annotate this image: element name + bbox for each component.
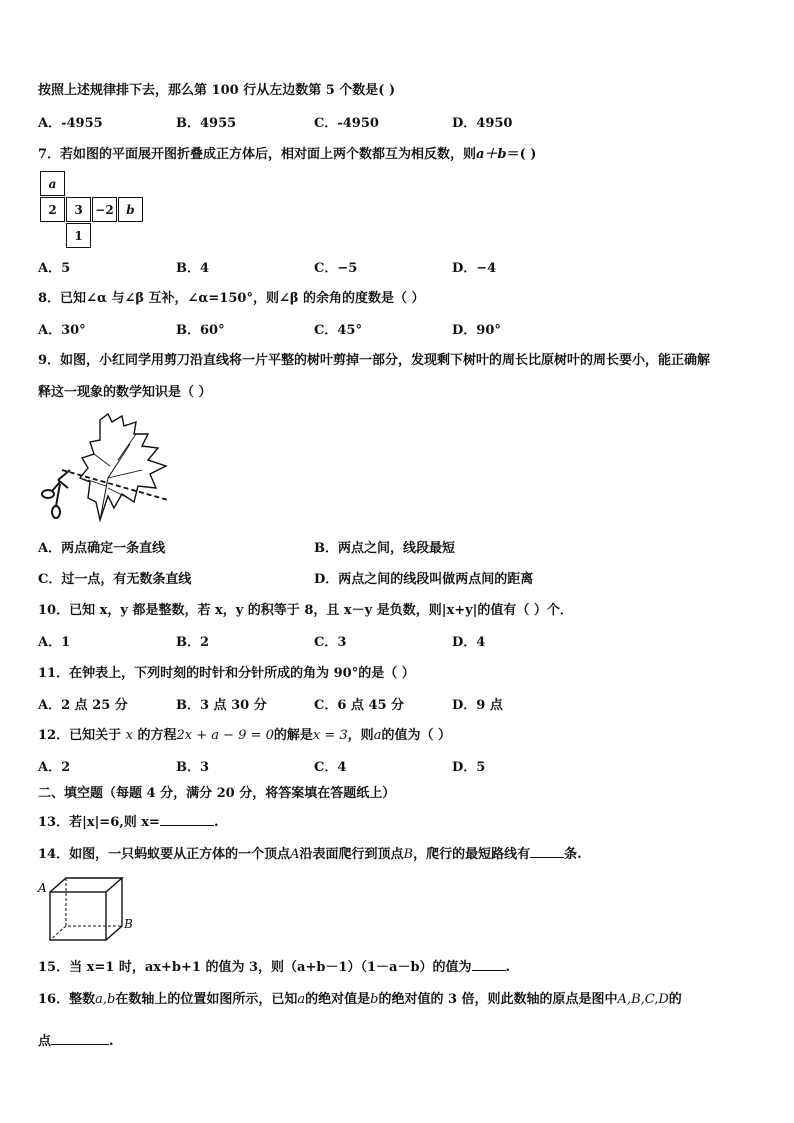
q16-answer-blank: [51, 1030, 109, 1045]
question-12-stem: 12．已知关于 x 的方程2x + a − 9 = 0的解是x = 3，则a的值为（ ）: [38, 728, 451, 743]
question-10-stem: 10．已知 x，y 都是整数，若 x，y 的积等于 8，且 x－y 是负数，则|x+y|的值有（ ）个．: [38, 603, 573, 618]
q10-option-c: C．3: [314, 635, 347, 650]
q7-option-d: D．−4: [452, 261, 497, 276]
question-16-stem-line1: 16．整数a,b在数轴上的位置如图所示，已知a的绝对值是b的绝对值的 3 倍，则此数轴的原点是图中A,B,C,D的: [38, 992, 682, 1007]
q12-option-d: D．5: [452, 760, 486, 775]
net-cell-minus2: −2: [92, 197, 117, 222]
q9-option-c: C．过一点，有无数条直线: [38, 572, 192, 587]
net-cell-b: b: [118, 197, 143, 222]
q10-option-a: A．1: [38, 635, 71, 650]
net-cell-1: 1: [66, 223, 91, 248]
q11-option-a: A．2 点 25 分: [38, 698, 128, 713]
q11-option-c: C．6 点 45 分: [314, 698, 405, 713]
q6-option-a: A．-4955: [38, 116, 103, 131]
q8-option-d: D．90°: [452, 323, 501, 338]
net-cell-2: 2: [40, 197, 65, 222]
q11-option-b: B．3 点 30 分: [176, 698, 267, 713]
q7-option-b: B．4: [176, 261, 210, 276]
cube-vertex-a-label: A: [38, 881, 47, 895]
question-15-stem: 15．当 x=1 时，ax+b+1 的值为 3，则（a+b－1）（1－a－b）的值为 .: [38, 956, 510, 977]
q9-option-d: D．两点之间的线段叫做两点间的距离: [314, 572, 534, 587]
q6-option-c: C．-4950: [314, 116, 379, 131]
question-9-stem-line1: 9．如图，小红同学用剪刀沿直线将一片平整的树叶剪掉一部分，发现剩下树叶的周长比原树叶的周长要小，能正确解: [38, 353, 711, 368]
q12-option-b: B．3: [176, 760, 210, 775]
q13-answer-blank: [160, 811, 214, 826]
q8-option-a: A．30°: [38, 323, 86, 338]
question-9-stem-line2: 释这一现象的数学知识是（ ）: [38, 385, 212, 400]
question-8-stem: 8．已知∠α 与∠β 互补，∠α=150°，则∠β 的余角的度数是（ ）: [38, 291, 425, 306]
question-7-stem: 7．若如图的平面展开图折叠成正方体后，相对面上两个数都互为相反数，则a＋b＝( ): [38, 147, 537, 162]
q6-option-b: B．4955: [176, 116, 237, 131]
q7-option-c: C．−5: [314, 261, 358, 276]
q9-option-b: B．两点之间，线段最短: [314, 541, 455, 556]
cube-figure: [36, 872, 136, 948]
question-16-stem-line2: 点 .: [38, 1030, 114, 1051]
q12-option-c: C．4: [314, 760, 347, 775]
net-cell-a: a: [40, 171, 65, 196]
q8-option-b: B．60°: [176, 323, 225, 338]
q7-option-a: A．5: [38, 261, 71, 276]
q10-option-b: B．2: [176, 635, 210, 650]
question-6-stem: 按照上述规律排下去，那么第 100 行从左边数第 5 个数是( ): [38, 83, 396, 98]
question-14-stem: 14．如图，一只蚂蚁要从正方体的一个顶点A沿表面爬行到顶点B，爬行的最短路线有 条.: [38, 843, 582, 864]
cube-net-figure: [40, 171, 160, 251]
q12-option-a: A．2: [38, 760, 71, 775]
q6-option-d: D．4950: [452, 116, 513, 131]
q11-option-d: D．9 点: [452, 698, 503, 713]
q9-option-a: A．两点确定一条直线: [38, 541, 166, 556]
q10-option-d: D．4: [452, 635, 486, 650]
q15-answer-blank: [472, 956, 506, 971]
question-11-stem: 11．在钟表上，下列时刻的时针和分针所成的角为 90°的是（ ）: [38, 666, 415, 681]
q8-option-c: C．45°: [314, 323, 362, 338]
question-13-stem: 13．若|x|=6,则 x= .: [38, 811, 218, 832]
net-cell-3: 3: [66, 197, 91, 222]
section-2-heading: 二、填空题（每题 4 分，满分 20 分，将答案填在答题纸上）: [38, 786, 396, 801]
q14-answer-blank: [530, 843, 564, 858]
cube-vertex-b-label: B: [124, 917, 133, 931]
scissors-icon: [42, 470, 70, 518]
leaf-scissors-figure: [38, 408, 178, 528]
